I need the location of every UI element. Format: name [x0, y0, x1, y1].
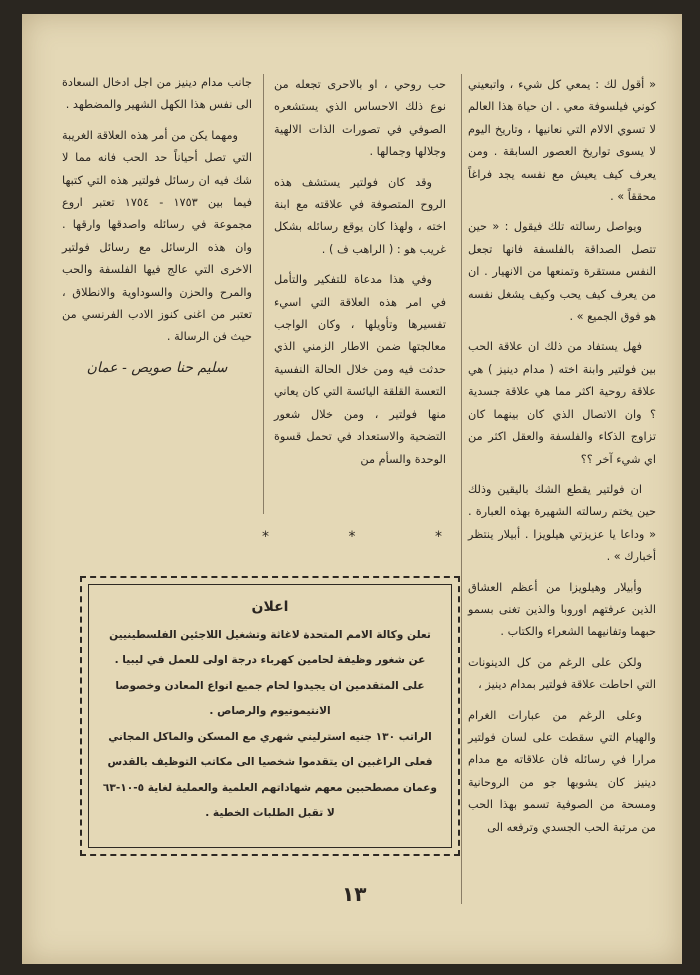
- advertisement-title: اعلان: [251, 599, 289, 615]
- paragraph: وأبيلار وهيلويزا من أعظم العشاق الذين عرفتهم اوروبا والذين تغنى بسمو حبهما وتفانيهما الشعراء والكتاب .: [468, 580, 656, 639]
- paragraph: ومهما يكن من أمر هذه العلاقة الغريبة التي تصل أحياناً حد الحب فانه مما لا شك فيه ان رسائل فولتير هذه التي كتبها فيما بين ١٧٥٣ - ١٧٥٤ تعتبر اروع مجموعة في رسائله واصدقها وارقها . وان هذه الرسائل مع رسائل فولتير الاخرى التي عالج فيها الفلسفة والحب والمرح والحزن والسوداوية والانطلاق ، تعتبر من اغنى كنوز الادب الفرنسي من حيث فن الرسالة .: [62, 128, 252, 344]
- paragraph: وقد كان فولتير يستشف هذه الروح المتصوفة في علاقته مع ابنة اخته ، ولهذا كان يوقع رسائله بشكل غريب هو : ( الراهب ف ) .: [274, 175, 446, 256]
- advertisement-line: تعلن وكالة الامم المتحدة لاغاثة وتشغيل اللاجئين الفلسطينيين: [109, 628, 431, 641]
- paragraph: وعلى الرغم من عبارات الغرام والهيام التي سقطت على لسان فولتير مرارا في رسائله فان علاقاته مع مدام دينيز كان يشوبها جو من الروحانية ومسحة من الصوفية تسمو بهذا الحب من مرتبة الحب الجسدي وترفعه الى: [468, 708, 656, 834]
- paragraph: حب روحي ، او بالاحرى تجعله من نوع ذلك الاحساس الذي يستشعره الصوفي في تصورات الذات الالهية وجلالها وجمالها .: [274, 78, 446, 159]
- author-signature: سليم حنا صويص - عمان: [86, 359, 228, 376]
- paragraph: فهل يستفاد من ذلك ان علاقة الحب بين فولتير وابنة اخته ( مدام دينيز ) هي علاقة روحية اكثر مما هي علاقة جسدية ؟ وان الاتصال الذي كان بينهما كان تزاوج الذكاء والفلسفة والعقل اكثر من اي شيء آخر ؟؟: [468, 340, 656, 466]
- paragraph: جانب مدام دينيز من اجل ادخال السعادة الى نفس هذا الكهل الشهير والمضطهد .: [62, 76, 252, 112]
- advertisement-line: لا تقبل الطلبات الخطية .: [205, 807, 335, 819]
- article-column-left: [62, 72, 252, 379]
- paragraph: ويواصل رسالته تلك فيقول : « حين تتصل الصداقة بالفلسفة فانها تجعل النفس مستقرة وتمنعها من الانهيار . ان من يعرف كيف يحب وكيف يشغل نفسه هو فوق الجميع » .: [468, 220, 656, 324]
- newspaper-page: [22, 14, 682, 964]
- advertisement-line: الراتب ١٣٠ جنيه استرليني شهري مع المسكن والماكل المجاني: [108, 730, 432, 743]
- paragraph: ولكن على الرغم من كل الدينونات التي احاطت علاقة فولتير بمدام دينيز ،: [468, 655, 656, 692]
- article-column-middle: [274, 74, 446, 479]
- paragraph: وفي هذا مدعاة للتفكير والتأمل في امر هذه العلاقة التي اسيء تفسيرها وتأويلها ، وكان الواجب معالجتها ضمن الاطار الزمني الذي حدثت فيه ومن خلال الحالة النفسية التعسة القلقة اليائسة التي كان يعاني منها فولتير ، ومن خلال شعور التضحية والاستعداد في تحمل قسوة الوحدة والسأم من: [274, 273, 446, 466]
- advertisement-line: الانتيمونيوم والرصاص .: [209, 705, 331, 717]
- section-separator: [262, 529, 442, 545]
- advertisement-line: فعلى الراغبين ان يتقدموا شخصيا الى مكاتب التوظيف بالقدس: [107, 756, 433, 768]
- column-divider: [461, 74, 462, 904]
- star-ornament: *: [435, 529, 442, 545]
- star-ornament: *: [262, 529, 269, 545]
- article-column-right: [468, 74, 656, 847]
- advertisement-line: على المتقدمين ان يجيدوا لحام جميع انواع المعادن وخصوصا: [115, 679, 425, 692]
- advertisement-box: [80, 576, 460, 856]
- advertisement-content: [88, 584, 452, 848]
- advertisement-line: وعمان مصطحبين معهم شهاداتهم العلمية والعملية لغاية ٥-١٠-٦٣: [102, 781, 437, 794]
- page-number: ١٣: [342, 882, 367, 906]
- paragraph: « أقول لك : يمعي كل شيء ، واتبعيني كوني فيلسوفة معي . ان حياة هذا العالم لا تسوي الالام التي نعانيها ، وتاريخ اليوم لا يسوى تواريخ العصور السابقة . ومن يعرف كيف يعيش مع نفسه يجد فراغاً محققاً » .: [468, 78, 656, 204]
- column-divider: [263, 74, 264, 514]
- paragraph: ان فولتير يقطع الشك باليقين وذلك حين يختم رسالته الشهيرة بهذه العبارة . « وداعا يا عزيزتي هيلويزا . أبيلار ينتظر أخبارك » .: [468, 482, 656, 564]
- advertisement-line: عن شغور وظيفة لحامين كهرباء درجة اولى للعمل في ليبيا .: [114, 654, 426, 666]
- star-ornament: *: [348, 529, 356, 545]
